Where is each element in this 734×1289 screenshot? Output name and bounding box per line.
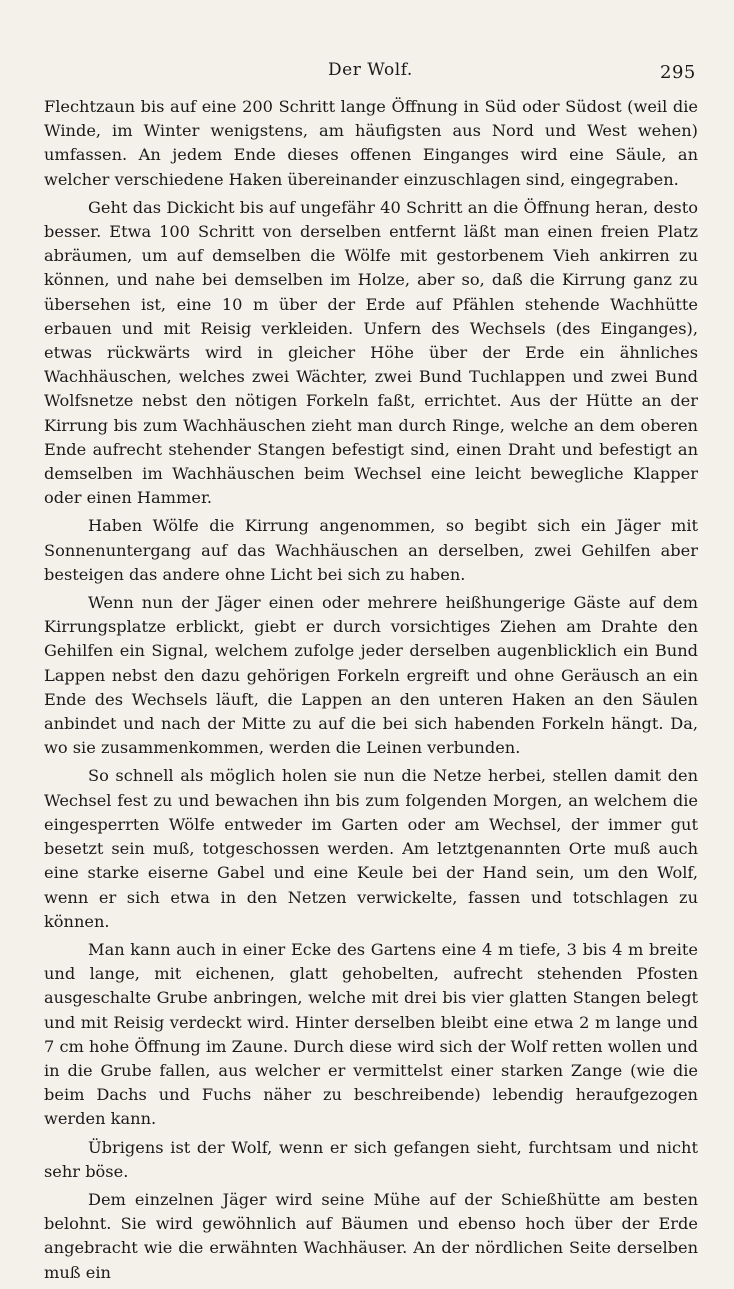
chapter-title: Der Wolf.	[328, 60, 413, 80]
page-number: 295	[660, 62, 696, 83]
paragraph: Geht das Dickicht bis auf ungefähr 40 Schritt an die Öffnung heran, desto besser. Etwa 100 Schritt von derselben entfernt läßt man einen freien Platz abräumen, um auf demselben die Wölfe mit gestorbenem Vieh ankirren zu können, und nahe bei demselben im Holze, aber so, daß die Kirrung ganz zu übersehen ist, eine 10 m über der Erde auf Pfählen stehende Wachhütte erbauen und mit Reisig verkleiden. Unfern des Wechsels (des Einganges), etwas rückwärts wird in gleicher Höhe über der Erde ein ähnliches Wachhäuschen, welches zwei Wächter, zwei Bund Tuchlappen und zwei Bund Wolfsnetze nebst den nötigen Forkeln faßt, errichtet. Aus der Hütte an der Kirrung bis zum Wachhäuschen zieht man durch Ringe, welche an dem oberen Ende aufrecht stehender Stangen befestigt sind, einen Draht und befestigt an demselben im Wachhäuschen beim Wechsel eine leicht bewegliche Klapper oder einen Hammer.	[44, 197, 698, 508]
paragraph: Übrigens ist der Wolf, wenn er sich gefangen sieht, furchtsam und nicht sehr böse.	[44, 1137, 698, 1181]
paragraph-continuation: Flechtzaun bis auf eine 200 Schritt lange Öffnung in Süd oder Südost (weil die Winde, im Winter wenigstens, am häufigsten aus Nord und West wehen) umfassen. An jedem Ende dieses offenen Einganges wird eine Säule, an welcher verschiedene Haken übereinander einzuschlagen sind, eingegraben.	[44, 97, 698, 189]
body-text	[44, 95, 698, 1289]
paragraph-continues: Dem einzelnen Jäger wird seine Mühe auf der Schießhütte am besten belohnt. Sie wird gewöhnlich auf Bäumen und ebenso hoch über der Erde angebracht wie die erwähnten Wachhäuser. An der nördlichen Seite derselben muß ein	[44, 1189, 698, 1282]
paragraph: Wenn nun der Jäger einen oder mehrere heißhungerige Gäste auf dem Kirrungsplatze erblickt, giebt er durch vorsichtiges Ziehen am Drahte den Gehilfen ein Signal, welchem zufolge jeder derselben augenblicklich ein Bund Lappen nebst den dazu gehörigen Forkeln ergreift und ohne Geräusch an ein Ende des Wechsels läuft, die Lappen an den unteren Haken an den Säulen anbindet und nach der Mitte zu auf die bei sich habenden Forkeln hängt. Da, wo sie zusammenkommen, werden die Leinen verbunden.	[44, 593, 698, 758]
paragraph: Haben Wölfe die Kirrung angenommen, so begibt sich ein Jäger mit Sonnenuntergang auf das Wachhäuschen an derselben, zwei Gehilfen aber besteigen das andere ohne Licht bei sich zu haben.	[44, 516, 698, 584]
paragraph: So schnell als möglich holen sie nun die Netze herbei, stellen damit den Wechsel fest zu und bewachen ihn bis zum folgenden Morgen, an welchem die eingesperrten Wölfe entweder im Garten oder am Wechsel, der immer gut besetzt sein muß, totgeschossen werden. Am letztgenannten Orte muß auch eine starke eiserne Gabel und eine Keule bei der Hand sein, um den Wolf, wenn er sich etwa in den Netzen verwickelte, fassen und totschlagen zu können.	[44, 766, 698, 931]
paragraph: Man kann auch in einer Ecke des Gartens eine 4 m tiefe, 3 bis 4 m breite und lange, mit eichenen, glatt gehobelten, aufrecht stehenden Pfosten ausgeschalte Grube anbringen, welche mit drei bis vier glatten Stangen belegt und mit Reisig verdeckt wird. Hinter derselben bleibt eine etwa 2 m lange und 7 cm hohe Öffnung im Zaune. Durch diese wird sich der Wolf retten wollen und in die Grube fallen, aus welcher er vermittelst einer starken Zange (wie die beim Dachs und Fuchs näher zu beschreibende) lebendig heraufgezogen werden kann.	[44, 939, 698, 1129]
